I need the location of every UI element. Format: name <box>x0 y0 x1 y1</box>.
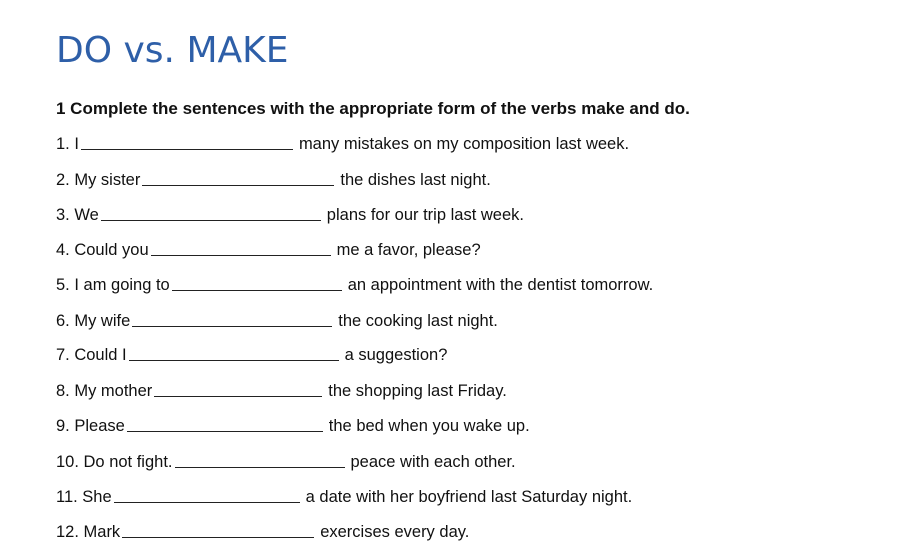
answer-blank-1[interactable] <box>81 148 293 150</box>
sentence-suffix: me a favor, please? <box>336 241 481 259</box>
answer-blank-8[interactable] <box>154 395 322 397</box>
answer-blank-9[interactable] <box>127 430 323 432</box>
answer-blank-11[interactable] <box>114 501 300 503</box>
sentence-5 <box>56 273 653 295</box>
sentence-prefix: 3. We <box>56 206 99 224</box>
sentence-9 <box>56 414 530 436</box>
sentence-2 <box>56 168 491 190</box>
sentence-suffix: exercises every day. <box>320 523 470 541</box>
sentence-prefix: 2. My sister <box>56 171 141 189</box>
answer-blank-4[interactable] <box>151 254 331 256</box>
sentence-prefix: 5. I am going to <box>56 276 170 294</box>
exercise-instruction: 1 Complete the sentences with the appropriate form of the verbs make and do. <box>56 99 690 118</box>
sentence-suffix: a date with her boyfriend last Saturday night. <box>305 488 633 506</box>
sentence-prefix: 11. She <box>56 488 112 506</box>
sentence-suffix: the dishes last night. <box>340 171 491 189</box>
sentence-suffix: a suggestion? <box>344 346 448 364</box>
answer-blank-5[interactable] <box>172 289 342 291</box>
sentence-suffix: the cooking last night. <box>338 312 498 330</box>
sentence-prefix: 10. Do not fight. <box>56 453 173 471</box>
sentence-prefix: 8. My mother <box>56 382 153 400</box>
sentence-8 <box>56 379 507 401</box>
sentence-suffix: an appointment with the dentist tomorrow. <box>347 276 654 294</box>
sentence-suffix: the shopping last Friday. <box>328 382 507 400</box>
sentence-11 <box>56 485 632 507</box>
answer-blank-12[interactable] <box>122 536 314 538</box>
sentence-prefix: 7. Could I <box>56 346 127 364</box>
sentence-7 <box>56 343 447 365</box>
answer-blank-7[interactable] <box>129 359 339 361</box>
sentence-prefix: 6. My wife <box>56 312 131 330</box>
sentence-suffix: the bed when you wake up. <box>328 417 530 435</box>
sentence-suffix: plans for our trip last week. <box>326 206 524 224</box>
sentence-1 <box>56 132 629 154</box>
sentence-6 <box>56 309 498 331</box>
sentence-suffix: peace with each other. <box>350 453 516 471</box>
sentence-10 <box>56 450 516 472</box>
sentence-prefix: 12. Mark <box>56 523 121 541</box>
sentence-12 <box>56 520 469 542</box>
answer-blank-2[interactable] <box>142 184 334 186</box>
answer-blank-6[interactable] <box>132 325 332 327</box>
answer-blank-3[interactable] <box>101 219 321 221</box>
sentence-suffix: many mistakes on my composition last week. <box>298 135 630 153</box>
answer-blank-10[interactable] <box>175 466 345 468</box>
sentence-prefix: 1. I <box>56 135 79 153</box>
sentence-3 <box>56 203 524 225</box>
sentence-prefix: 9. Please <box>56 417 125 435</box>
sentence-prefix: 4. Could you <box>56 241 149 259</box>
worksheet-title: DO vs. MAKE <box>56 30 289 71</box>
sentence-4 <box>56 238 481 260</box>
